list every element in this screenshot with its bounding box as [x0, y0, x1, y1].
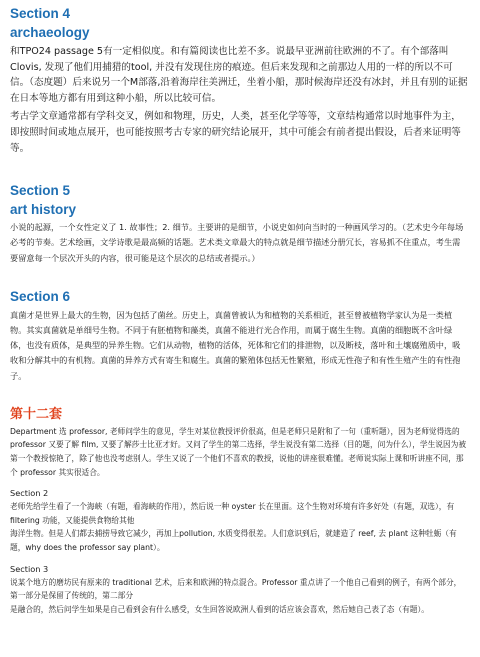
set-12-paragraph-1: Department 选 professor, 老师问学生的意见，学生对某位教授评价很高，但是老师只是附和了一句（重听题），因为老师觉得选的 professor 又要了解 film, 又要了解莎士比亚才好。又问了学生的第二选择，学生说没有第二选择（目的题，问为什么），学生说因为被第一个教授惊艳了，除了他也没考虑别人。学生又说了一个他们不喜欢的教授，说他的讲座很难懂。老师说实际上课和听讲座不同，那个 professor 其实很适合。	[10, 426, 467, 477]
section-4-subtitle: archaeology	[10, 25, 90, 40]
section-4-paragraph-1: 和TPO24 passage 5有一定相似度。和有篇阅读也比差不多。说最早亚洲前往欧洲的不了。有个部落叫Clovis, 发现了他们用捕猎的tool, 并没有发现住房的痕迹。但后来发现和之前那边人用的一样的所以不可信。（态度题）后来说另一个M部落,沿着海岸往美洲迁，坐着小船，那时候海岸还没有冰封，并且有别的证据在日本等地方都有用到这种小船，所以比较可信。	[10, 46, 468, 104]
section-5-paragraph-1: 小说的起源，一个女性定义了 1. 故事性；2. 细节。主要讲的是细节，小说史如何向当时的一种画风学习的。（艺术史今年每场必考的节奏。艺术绘画，文学诗歌是最高频的话题。艺术类文章最大的特点就是细节描述分册冗长，容易抓不住重点，考生需要留意每一个层次开头的内容，很可能是这个层次的总结或者提示。）	[10, 222, 464, 263]
set-12-section-3-label: Section 3	[10, 563, 49, 574]
section-4-title: Section 4	[10, 6, 71, 21]
set-12-title: 第十二套	[10, 405, 63, 421]
set-12-section-3-paragraph-1: 说某个地方的磨坊民有原来的 traditional 艺术，后来和欧洲的特点混合。Professor 重点讲了一个他自己看到的例子，有两个部分，第一部分是保留了传统的，第二部分	[10, 577, 462, 601]
set-12-section-2-label: Section 2	[10, 488, 49, 499]
section-6-title: Section 6	[10, 288, 71, 304]
section-5-subtitle: art history	[10, 202, 77, 218]
set-12-section-3-paragraph-2: 是融合的，然后问学生如果是自己看到会有什么感受，女生回答说欧洲人看到的话应该会喜欢，然后她自己表了态（有题）。	[10, 604, 429, 614]
section-5-title: Section 5	[10, 183, 71, 199]
section-4-paragraph-2: 考古学文章通常都有学科交叉，例如和物理，历史，人类，甚至化学等等，文章结构通常以时地事件为主，即按照时间或地点展开，也可能按照考古专家的研究结论展开，其中可能会有前者提出假设，后者来证明等等。	[10, 111, 461, 154]
section-6-paragraph-1: 真菌才是世界上最大的生物，因为包括了菌丝。历史上，真菌曾被认为和植物的关系相近，甚至曾被植物学家认为是一类植物。其实真菌就是单细号生物。不同于有胚植物和藻类，真菌不能进行光合作用，而属于腐生生物。真菌的细胞既不含叶绿体，也没有质体，是典型的异养生物。它们从动物，植物的活体，死体和它们的排泄物，以及断枝，落叶和土壤腐殖质中，吸收和分解其中的有机物。真菌的异养方式有寄生和腐生。真菌的繁殖体包括无性繁殖，形成无性孢子和有性生殖产生的有性孢子。	[10, 309, 461, 381]
set-12-section-2-paragraph-2: 海洋生物。但是人们都去捕捞导致它减少，再加上pollution, 水质变得很差。人们意识到后，就建造了 reef, 去 plant 这种牡蛎（有题，why does the professor say plant）。	[10, 529, 457, 552]
set-12-section-2-paragraph-1: 老师先给学生看了一个海峡（有题，看海峡的作用），然后说一种 oyster 长在里面。这个生物对环境有许多好处（有题，双选），有 filtering 功能，又能提供食物给其他	[10, 502, 455, 525]
